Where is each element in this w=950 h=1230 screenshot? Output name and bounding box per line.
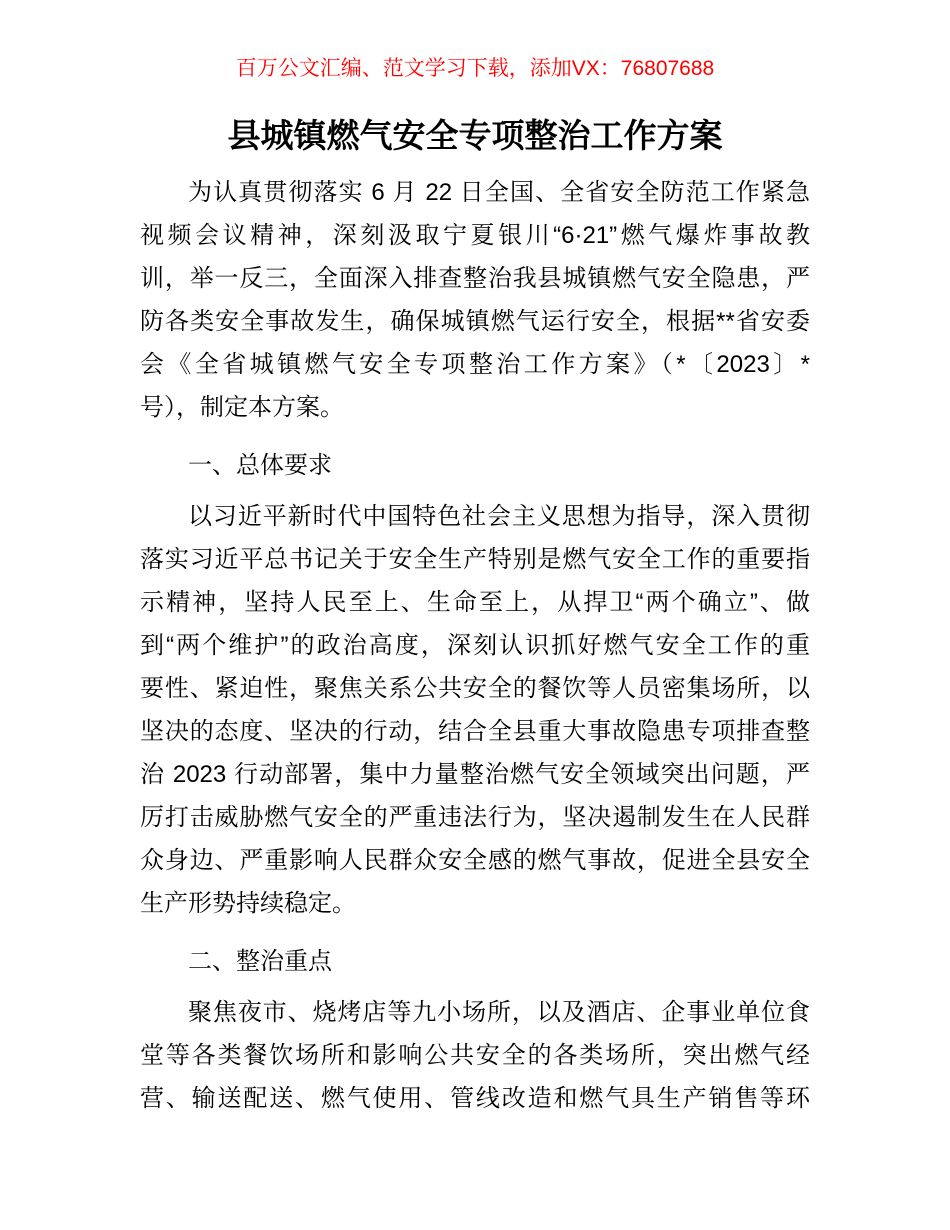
text-line: 训，举一反三，全面深入排查整治我县城镇燃气安全隐患，严	[140, 265, 810, 292]
section-heading	[140, 940, 810, 983]
text-line: 示精神，坚持人民至上、生命至上，从捍卫“两个确立”、做	[140, 589, 810, 616]
watermark-header-note: 百万公文汇编、范文学习下载，添加VX：76807688	[235, 57, 715, 80]
text-line: 会《全省城镇燃气安全专项整治工作方案》（*〔2023〕*	[140, 351, 810, 378]
text-line: 以习近平新时代中国特色社会主义思想为指导，深入贯彻	[188, 503, 810, 530]
text-line: 聚焦夜市、烧烤店等九小场所，以及酒店、企事业单位食	[188, 999, 810, 1026]
text-line: 二、整治重点	[188, 948, 332, 975]
text-line: 坚决的态度、坚决的行动，结合全县重大事故隐患专项排查整	[140, 718, 810, 745]
text-line: 要性、紧迫性，聚焦关系公共安全的餐饮等人员密集场所，以	[140, 675, 810, 702]
text-line: 众身边、严重影响人民群众安全感的燃气事故，促进全县安全	[140, 847, 810, 874]
document-title: 县城镇燃气安全专项整治工作方案	[227, 117, 723, 154]
document-body	[140, 171, 810, 1120]
text-line: 厉打击威胁燃气安全的严重违法行为，坚决遏制发生在人民群	[140, 804, 810, 831]
text-line: 生产形势持续稳定。	[140, 890, 356, 917]
section-heading	[140, 444, 810, 487]
text-line: 为认真贯彻落实 6 月 22 日全国、全省安全防范工作紧急	[188, 179, 810, 206]
paragraph	[140, 991, 810, 1120]
text-line: 视频会议精神，深刻汲取宁夏银川“6·21”燃气爆炸事故教	[140, 222, 810, 249]
text-line: 堂等各类餐饮场所和影响公共安全的各类场所，突出燃气经	[140, 1042, 810, 1069]
text-line: 号），制定本方案。	[140, 394, 344, 421]
paragraph	[140, 171, 810, 429]
text-line: 到“两个维护”的政治高度，深刻认识抓好燃气安全工作的重	[140, 632, 810, 659]
text-line: 营、输送配送、燃气使用、管线改造和燃气具生产销售等环	[140, 1085, 810, 1112]
text-line: 防各类安全事故发生，确保城镇燃气运行安全，根据**省安委	[140, 308, 810, 335]
paragraph	[140, 495, 810, 925]
text-line: 落实习近平总书记关于安全生产特别是燃气安全工作的重要指	[140, 546, 810, 573]
text-line: 治 2023 行动部署，集中力量整治燃气安全领域突出问题，严	[140, 761, 810, 788]
text-line: 一、总体要求	[188, 452, 332, 479]
